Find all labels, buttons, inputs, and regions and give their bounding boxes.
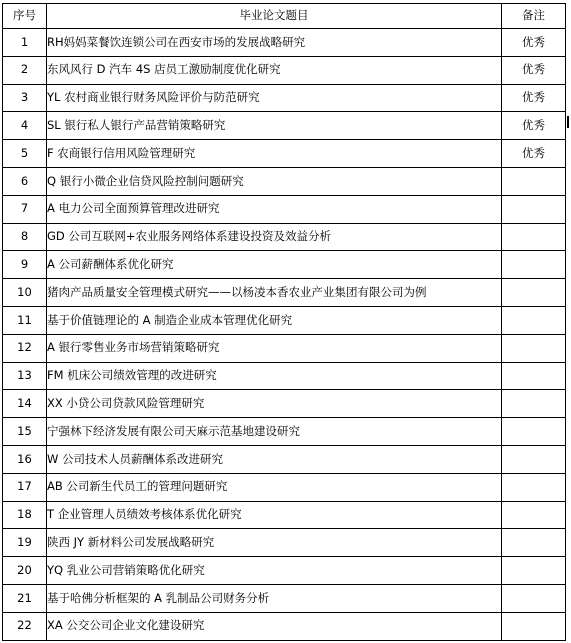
row-serial-number: 7 [3,195,47,223]
row-thesis-title: 猪肉产品质量安全管理模式研究——以杨凌本香农业产业集团有限公司为例 [47,279,502,307]
table-row [3,306,566,334]
table-row [3,473,566,501]
row-remark [502,445,566,473]
row-serial-number: 2 [3,56,47,84]
row-thesis-title: FM 机床公司绩效管理的改进研究 [47,362,502,390]
table-header [3,4,566,29]
header-serial-number: 序号 [3,4,47,29]
row-remark [502,251,566,279]
row-remark [502,418,566,446]
row-serial-number: 4 [3,112,47,140]
row-thesis-title: 基于价值链理论的 A 制造企业成本管理优化研究 [47,306,502,334]
table-row [3,112,566,140]
row-thesis-title: GD 公司互联网+农业服务网络体系建设投资及效益分析 [47,223,502,251]
row-remark [502,612,566,640]
header-row [3,4,566,29]
row-remark [502,223,566,251]
row-thesis-title: T 企业管理人员绩效考核体系优化研究 [47,501,502,529]
row-remark: 优秀 [502,140,566,168]
table-row [3,501,566,529]
row-thesis-title: YQ 乳业公司营销策略优化研究 [47,557,502,585]
row-serial-number: 18 [3,501,47,529]
row-serial-number: 9 [3,251,47,279]
table-row [3,557,566,585]
table-row [3,390,566,418]
row-serial-number: 6 [3,167,47,195]
row-thesis-title: XA 公交公司企业文化建设研究 [47,612,502,640]
row-thesis-title: 陕西 JY 新材料公司发展战略研究 [47,529,502,557]
row-remark [502,529,566,557]
table-body [3,29,566,641]
table-row [3,334,566,362]
row-serial-number: 3 [3,84,47,112]
row-serial-number: 8 [3,223,47,251]
row-remark: 优秀 [502,56,566,84]
edge-mark [567,116,569,128]
row-thesis-title: 东风风行 D 汽车 4S 店员工激励制度优化研究 [47,56,502,84]
row-thesis-title: W 公司技术人员薪酬体系改进研究 [47,445,502,473]
row-remark [502,362,566,390]
row-remark [502,501,566,529]
row-remark [502,584,566,612]
row-thesis-title: RH妈妈菜餐饮连锁公司在西安市场的发展战略研究 [47,29,502,57]
row-thesis-title: AB 公司新生代员工的管理问题研究 [47,473,502,501]
row-thesis-title: A 公司薪酬体系优化研究 [47,251,502,279]
row-remark [502,334,566,362]
table-row [3,584,566,612]
table-row [3,445,566,473]
row-thesis-title: XX 小贷公司贷款风险管理研究 [47,390,502,418]
row-serial-number: 19 [3,529,47,557]
row-serial-number: 13 [3,362,47,390]
header-thesis-title: 毕业论文题目 [47,4,502,29]
row-thesis-title: A 银行零售业务市场营销策略研究 [47,334,502,362]
row-serial-number: 5 [3,140,47,168]
table-row [3,167,566,195]
table-row [3,418,566,446]
row-serial-number: 10 [3,279,47,307]
row-serial-number: 17 [3,473,47,501]
row-thesis-title: F 农商银行信用风险管理研究 [47,140,502,168]
row-thesis-title: YL 农村商业银行财务风险评价与防范研究 [47,84,502,112]
row-serial-number: 21 [3,584,47,612]
table-row [3,84,566,112]
table-row [3,140,566,168]
table-row [3,279,566,307]
table-row [3,223,566,251]
row-serial-number: 1 [3,29,47,57]
table-row [3,529,566,557]
thesis-table [2,3,566,641]
table-row [3,612,566,640]
row-thesis-title: A 电力公司全面预算管理改进研究 [47,195,502,223]
table-row [3,56,566,84]
row-serial-number: 15 [3,418,47,446]
table-row [3,29,566,57]
row-serial-number: 20 [3,557,47,585]
row-serial-number: 16 [3,445,47,473]
row-thesis-title: SL 银行私人银行产品营销策略研究 [47,112,502,140]
row-thesis-title: 宁强林下经济发展有限公司天麻示范基地建设研究 [47,418,502,446]
table-row [3,195,566,223]
row-serial-number: 11 [3,306,47,334]
row-remark [502,167,566,195]
row-remark [502,195,566,223]
row-serial-number: 14 [3,390,47,418]
table-row [3,251,566,279]
row-remark [502,473,566,501]
row-remark: 优秀 [502,84,566,112]
row-thesis-title: 基于哈佛分析框架的 A 乳制品公司财务分析 [47,584,502,612]
row-remark: 优秀 [502,29,566,57]
row-remark [502,279,566,307]
row-serial-number: 12 [3,334,47,362]
row-serial-number: 22 [3,612,47,640]
row-remark [502,557,566,585]
header-remark: 备注 [502,4,566,29]
row-remark [502,390,566,418]
row-remark [502,306,566,334]
row-remark: 优秀 [502,112,566,140]
table-row [3,362,566,390]
row-thesis-title: Q 银行小微企业信贷风险控制问题研究 [47,167,502,195]
